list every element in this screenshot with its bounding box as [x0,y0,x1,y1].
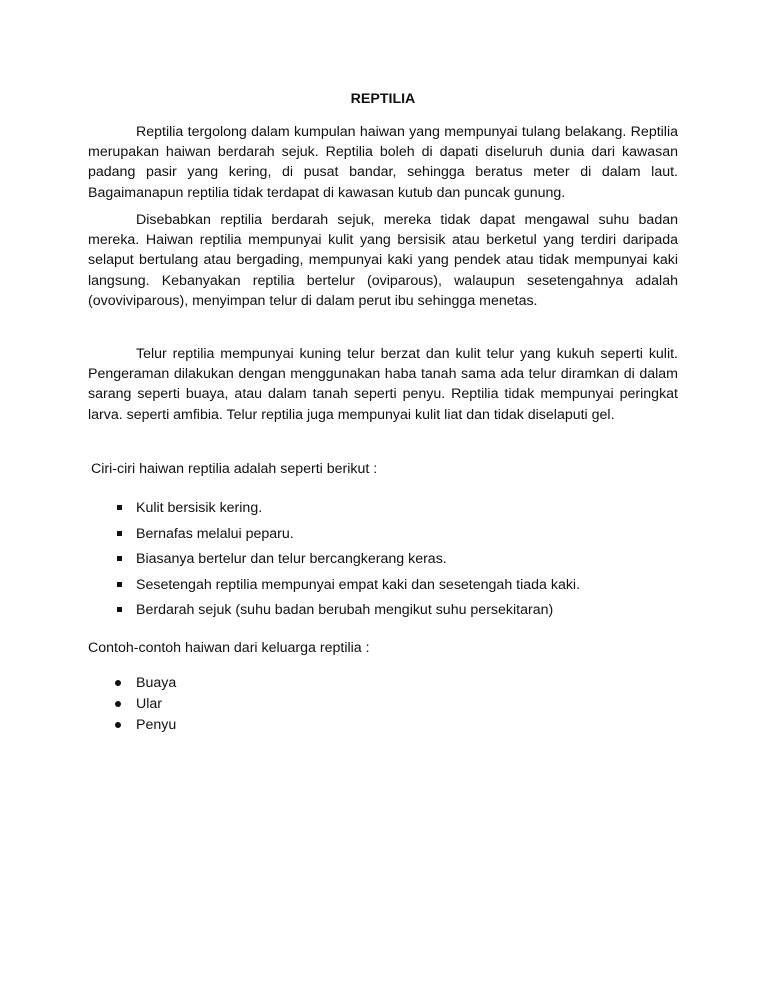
list-item-text: Berdarah sejuk (suhu badan berubah mengikut suhu persekitaran) [136,602,554,619]
round-bullet-icon [115,722,121,728]
list-item-text: Buaya [136,675,177,691]
examples-list [88,673,176,736]
document-title: REPTILIA [350,91,416,107]
features-list [88,498,580,626]
list-item-text: Kulit bersisik kering. [136,500,263,516]
list-item-text: Biasanya bertelur dan telur bercangkerang keras. [136,551,447,568]
list-item [88,524,580,550]
features-intro: Ciri-ciri haiwan reptilia adalah seperti berikut : [91,461,378,477]
list-item [88,600,580,626]
list-item-text: Penyu [136,717,177,733]
list-item-text: Sesetengah reptilia mempunyai empat kaki dan sesetengah tiada kaki. [136,576,581,593]
list-item-text: Ular [136,696,163,712]
list-item-text: Bernafas melalui peparu. [136,525,294,542]
list-item [88,715,176,736]
list-item [88,673,176,694]
square-bullet-icon [117,556,122,561]
square-bullet-icon [117,505,122,510]
paragraph-1: Reptilia tergolong dalam kumpulan haiwan yang mempunyai tulang belakang. Reptilia merupakan haiwan berdarah sejuk. Reptilia boleh di dapati diseluruh dunia dari kawasan padang pasir yang kering, di pusat bandar, sehingga beratus meter di dalam laut. Bagaimanapun reptilia tidak terdapat di kawasan kutub dan puncak gunung. [88,124,678,201]
round-bullet-icon [115,680,121,686]
square-bullet-icon [117,531,122,536]
list-item [88,694,176,715]
square-bullet-icon [117,582,122,587]
paragraph-2: Disebabkan reptilia berdarah sejuk, mereka tidak dapat mengawal suhu badan mereka. Haiwan reptilia mempunyai kulit yang bersisik atau berketul yang terdiri daripada selaput bertulang atau bergading, mempunyai kaki yang pendek atau tidak mempunyai kaki langsung. Kebanyakan reptilia bertelur (oviparous), walaupun sesetengahnya adalah (ovoviviparous), menyimpan telur di dalam perut ibu sehingga menetas. [88,212,678,309]
list-item [88,549,580,575]
paragraph-3: Telur reptilia mempunyai kuning telur berzat dan kulit telur yang kukuh seperti kulit. Pengeraman dilakukan dengan menggunakan haba tanah sama ada telur diramkan di dalam sarang seperti buaya, atau dalam tanah seperti penyu. Reptilia tidak mempunyai peringkat larva. seperti amfibia. Telur reptilia juga mempunyai kulit liat dan tidak diselaputi gel. [88,346,678,423]
examples-intro: Contoh-contoh haiwan dari keluarga reptilia : [88,640,370,656]
list-item [88,575,580,601]
list-item [88,498,580,524]
round-bullet-icon [115,701,121,707]
square-bullet-icon [117,607,122,612]
